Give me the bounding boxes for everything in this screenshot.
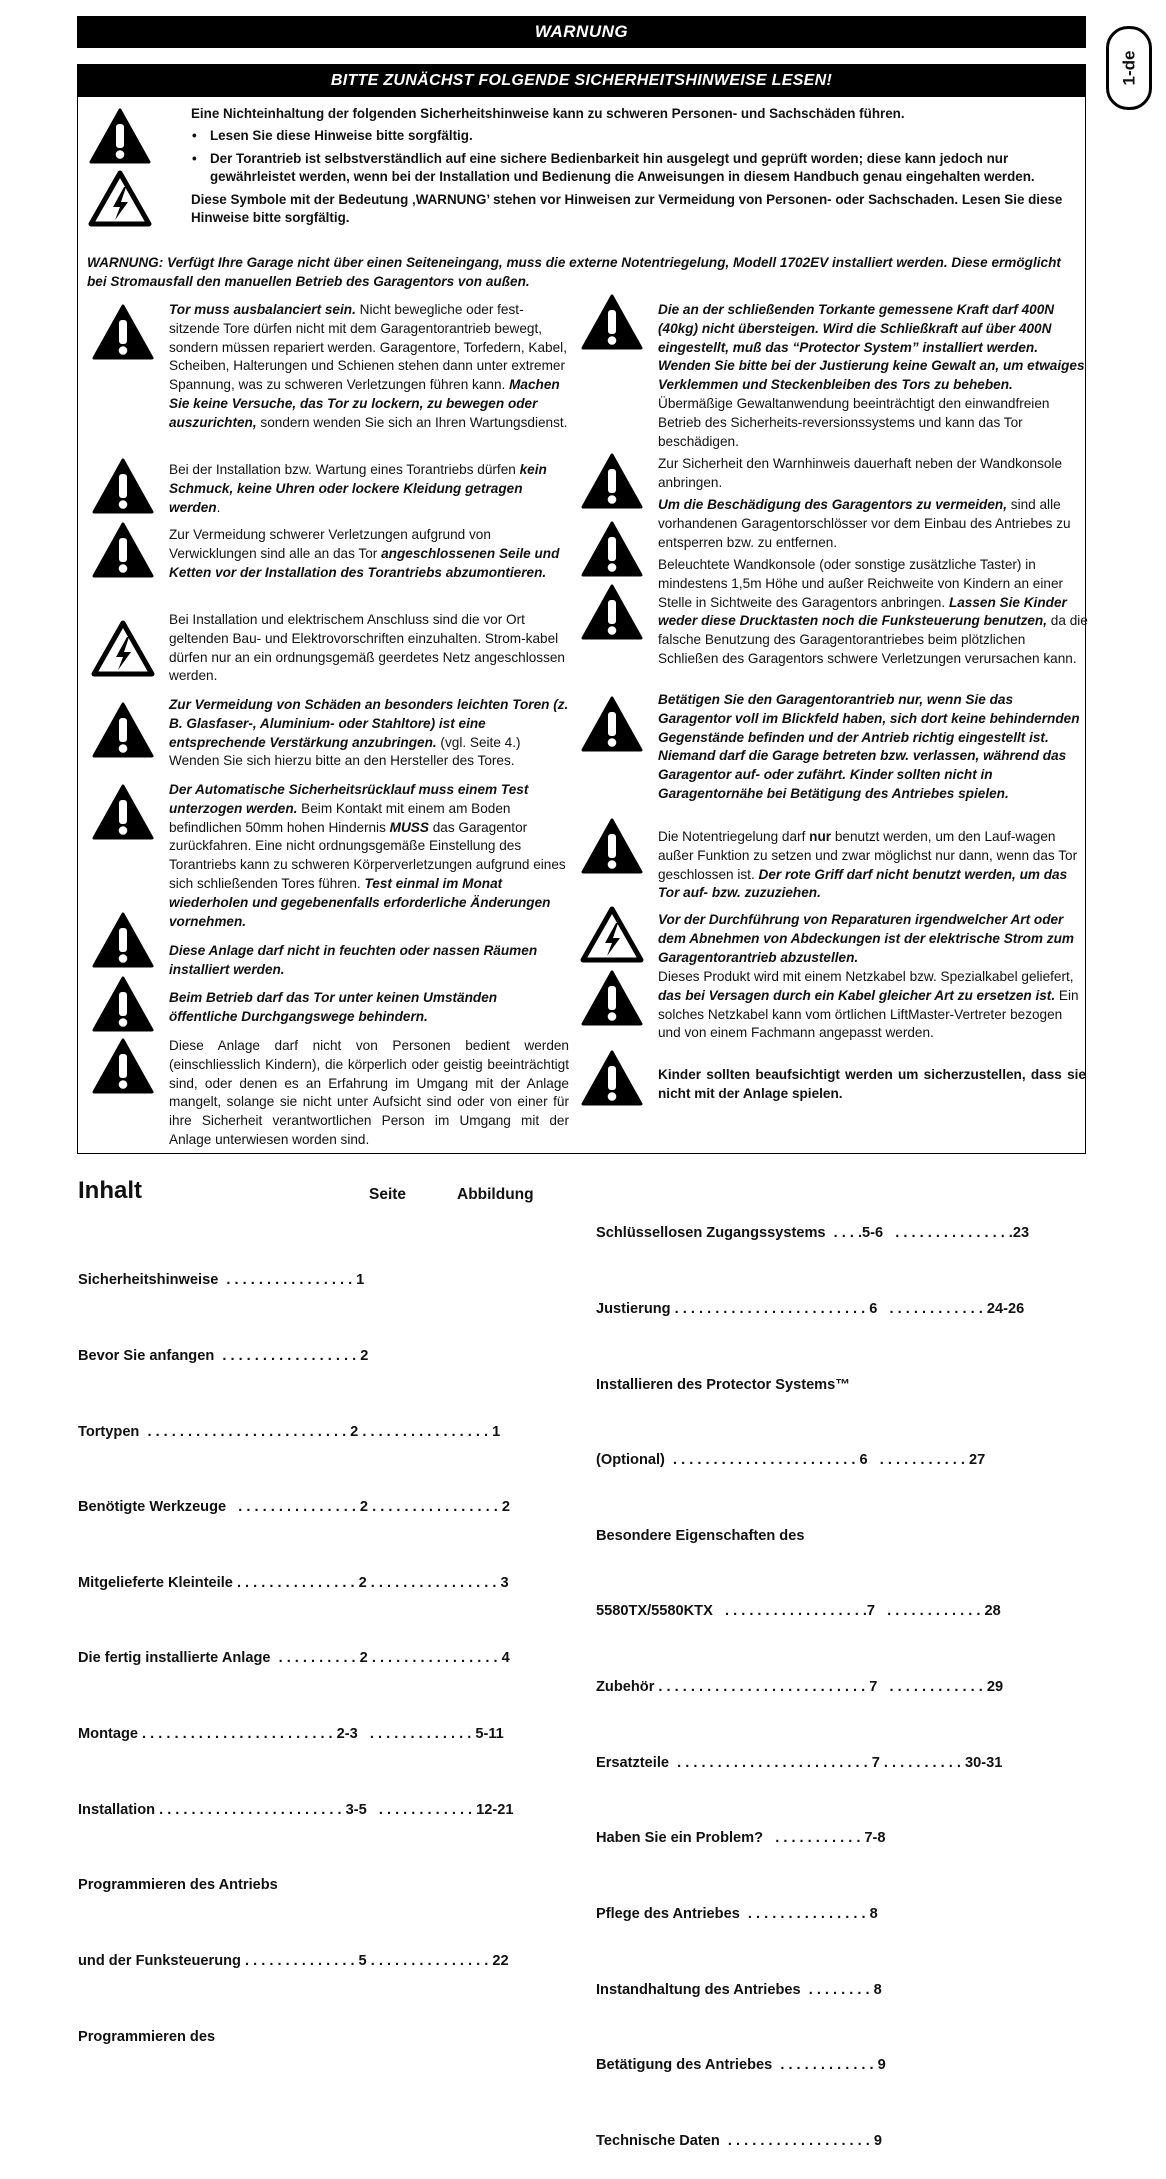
item-text: Bei Installation und elektrischem Anschluss sind die vor Ort geltenden Bau- und Elektrovorschriften einzuhalten. Strom-kabel dürfen nur an ein ordnungsgemäß geerdetes Netz angeschlossen werden. xyxy=(169,612,565,684)
warning-exclamation-icon xyxy=(580,452,644,510)
item-text: benutzt werden, um den Lauf-wagen außer Funktion zu setzen und zwar möglichst nur dann, wenn das Tor geschlossen ist. xyxy=(658,829,1078,882)
item-emphasis: Der Automatische Sicherheitsrücklauf muss einem Test unterzogen werden. xyxy=(169,782,529,816)
toc-line: Zubehör . . . . . . . . . . . . . . . . . . . . . . . . . . 7 . . . . . . . . . . . . 29 xyxy=(596,1679,1004,1696)
warning-exclamation-icon xyxy=(580,817,644,875)
item-text: . xyxy=(216,499,221,515)
toc-line: Instandhaltung des Antriebes . . . . . . . . 8 xyxy=(596,1981,882,1998)
item-emphasis: Machen Sie keine Versuche, das Tor zu lockern, zu bewegen oder auszurichten, xyxy=(169,377,560,430)
item-text: Übermäßige Gewaltanwendung beeinträchtigt den einwandfreien Betrieb des Sicherheits-reversionssystems und kann das Tor beschädigen. xyxy=(658,395,1050,449)
item-emphasis: kein Schmuck, keine Uhren oder lockere Kleidung getragen werden xyxy=(169,462,547,515)
warning-exclamation-icon xyxy=(91,975,155,1033)
toc-line: Sicherheitshinweise . . . . . . . . . . . . . . . . 1 xyxy=(78,1272,365,1289)
item-text: da die falsche Benutzung des Garagentorantriebes beim plötzlichen Schließen des Garagentors schwere Verletzungen verursachen kann. xyxy=(658,613,1088,666)
item-text: Zur Vermeidung schwerer Verletzungen aufgrund von Verwicklungen sind alle an das Tor xyxy=(169,527,491,561)
item-text: Nicht bewegliche oder fest-sitzende Tore dürfen nicht mit dem Garagentorantrieb bewegt, sondern müssen repariert werden. Garagentore, Torfedern, Kabel, Scheiben, Halterungen und Schienen stehen dann unter extremer Spannung, was zu schweren Verletzungen führen kann. xyxy=(169,302,567,393)
intro-bullet: • Lesen Sie diese Hinweise bitte sorgfältig. xyxy=(191,127,1071,145)
toc-line: Installieren des Protector Systems™ xyxy=(596,1376,850,1393)
safety-item xyxy=(169,781,569,931)
item-text: sind alle vorhandenen Garagentorschlösser vor dem Einbau des Antriebes zu entsperren bzw. zu entfernen. xyxy=(658,497,1071,550)
item-text: Dieses Produkt wird mit einem Netzkabel bzw. Spezialkabel geliefert, xyxy=(658,969,1074,984)
safety-box xyxy=(77,64,1086,1154)
safety-item xyxy=(169,611,569,686)
warning-exclamation-icon xyxy=(580,583,644,641)
item-emphasis: Diese Anlage darf nicht in feuchten oder nassen Räumen installiert werden. xyxy=(169,943,538,977)
safety-item xyxy=(658,301,1088,451)
item-emphasis: Der rote Griff darf nicht benutzt werden, um das Tor auf- bzw. zuzuziehen. xyxy=(658,866,1068,901)
warning-exclamation-icon xyxy=(91,457,155,515)
warning-banner: WARNUNG xyxy=(77,16,1086,48)
toc-line: Besondere Eigenschaften des xyxy=(596,1527,805,1544)
item-emphasis: Zur Vermeidung von Schäden an besonders leichten Toren (z. B. Glasfaser-, Aluminium- oder Stahltore) ist eine entsprechende Verstärkung anzubringen. xyxy=(169,697,569,750)
toc-line: Tortypen . . . . . . . . . . . . . . . . . . . . . . . . . 2 . . . . . . . . . . . . . . . . 1 xyxy=(78,1423,501,1440)
safety-item xyxy=(169,461,569,517)
electrical-hazard-icon xyxy=(88,169,152,227)
item-emphasis: Um die Beschädigung des Garagentors zu vermeiden, xyxy=(658,497,1007,512)
safety-item xyxy=(658,556,1088,669)
intro-text: Eine Nichteinhaltung der folgenden Sicherheitshinweise kann zu schweren Personen- und Sachschäden führen. xyxy=(191,106,905,121)
toc-line: Technische Daten . . . . . . . . . . . . . . . . . . 9 xyxy=(596,2132,883,2149)
intro-bullets xyxy=(191,127,1071,186)
item-text: Beleuchtete Wandkonsole (oder sonstige zusätzliche Taster) in mindestens 1,5m Höhe und außer Reichweite von Kindern an einer Stelle in Sichtweite des Garagentors anbringen. xyxy=(658,557,1064,610)
toc-line: Die fertig installierte Anlage . . . . . . . . . . 2 . . . . . . . . . . . . . . . . 4 xyxy=(78,1650,510,1667)
warning-exclamation-icon xyxy=(580,293,644,351)
toc-line: und der Funksteuerung . . . . . . . . . . . . . . 5 . . . . . . . . . . . . . . . 22 xyxy=(78,1952,509,1969)
safety-item xyxy=(169,526,569,582)
warning-exclamation-icon xyxy=(91,783,155,841)
toc-line: (Optional) . . . . . . . . . . . . . . . . . . . . . . . 6 . . . . . . . . . . . 27 xyxy=(596,1452,986,1469)
warning-exclamation-icon xyxy=(580,1049,644,1107)
warning-exclamation-icon xyxy=(91,1037,155,1095)
contents-left-column xyxy=(78,1218,514,2075)
safety-item xyxy=(658,455,1088,493)
toc-line: 5580TX/5580KTX . . . . . . . . . . . . . . . . . .7 . . . . . . . . . . . . 28 xyxy=(596,1603,1001,1620)
safety-item xyxy=(658,691,1088,804)
item-text: Bei der Installation bzw. Wartung eines Torantriebs dürfen xyxy=(169,462,520,477)
safety-title: BITTE ZUNÄCHST FOLGENDE SICHERHEITSHINWEISE LESEN! xyxy=(78,65,1085,97)
item-emphasis: Die an der schließenden Torkante gemessene Kraft darf 400N (40kg) nicht übersteigen. Wird die Schließkraft auf über 400N eingestellt, muß das “Protector System” installiert werden. Wenden Sie bitte bei der Justierung keine Gewalt an, um etwaiges Verklemmen und Steckenbleiben des Tors zu beheben. xyxy=(658,302,1085,393)
contents-figure-header: Abbildung xyxy=(457,1186,534,1203)
safety-item xyxy=(169,989,569,1027)
electrical-hazard-icon xyxy=(91,619,155,677)
toc-line: Ersatzteile . . . . . . . . . . . . . . . . . . . . . . . . 7 . . . . . . . . . . 30-31 xyxy=(596,1754,1003,1771)
warning-exclamation-icon xyxy=(580,520,644,578)
safety-item xyxy=(169,942,569,980)
page-tab xyxy=(1106,26,1152,110)
warning-exclamation-icon xyxy=(580,969,644,1027)
toc-line: Haben Sie ein Problem? . . . . . . . . . . . 7-8 xyxy=(596,1830,886,1847)
safety-item xyxy=(169,696,569,771)
item-emphasis: Vor der Durchführung von Reparaturen irgendwelcher Art oder dem Abnehmen von Abdeckungen ist der elektrische Strom zum Garagentorantrieb abzustellen. xyxy=(658,912,1074,965)
item-text: Ein solches Netzkabel kann vom örtlichen LiftMaster-Vertreter bezogen und von einem Fachmann angepasst werden. xyxy=(658,987,1079,1041)
item-emphasis: das bei Versagen durch ein Kabel gleicher Art zu ersetzen ist. xyxy=(658,987,1056,1003)
item-emphasis: Betätigen Sie den Garagentorantrieb nur, wenn Sie das Garagentor voll im Blickfeld haben, sich dort keine behindernden Gegenstände befinden und der Antrieb richtig eingestellt ist. Niemand darf die Garage betreten bzw. verlassen, während das Garagentor auf- oder zufährt. Kinder sollten nicht in Garagentornähe bei Betätigung des Antriebes spielen. xyxy=(658,692,1080,801)
warning-exclamation-icon xyxy=(91,521,155,579)
item-bold: nur xyxy=(809,829,832,844)
toc-line: Mitgelieferte Kleinteile . . . . . . . . . . . . . . . 2 . . . . . . . . . . . . . . . . 3 xyxy=(78,1574,509,1591)
safety-intro xyxy=(191,105,1071,227)
warning-exclamation-icon xyxy=(91,303,155,361)
intro-bullet: • Der Torantrieb ist selbstverständlich auf eine sichere Bedienbarkeit hin ausgelegt und geprüft worden; diese kann jedoch nur gewährleistet werden, wenn bei der Installation und Bedienung die Anweisungen in diesem Handbuch genau eingehalten werden. xyxy=(191,150,1071,187)
toc-line: Installation . . . . . . . . . . . . . . . . . . . . . . . 3-5 . . . . . . . . . . . . 12-21 xyxy=(78,1801,514,1818)
toc-line: Justierung . . . . . . . . . . . . . . . . . . . . . . . . 6 . . . . . . . . . . . . 24-26 xyxy=(596,1301,1025,1318)
safety-item xyxy=(169,1037,569,1150)
safety-item xyxy=(658,911,1088,967)
item-text: Zur Sicherheit den Warnhinweis dauerhaft neben der Wandkonsole anbringen. xyxy=(658,456,1063,490)
toc-line: Programmieren des Antriebs xyxy=(78,1877,278,1894)
page-tab-label: 1-de xyxy=(1119,50,1138,86)
symbols-note: Diese Symbole mit der Bedeutung ‚WARNUNG’ stehen vor Hinweisen zur Vermeidung von Personen- oder Sachschaden. Lesen Sie diese Hinweise bitte sorgfältig. xyxy=(191,191,1063,226)
item-emphasis: angeschlossenen Seile und Ketten vor der Installation des Torantriebs abzumontieren. xyxy=(169,545,560,580)
toc-line: Montage . . . . . . . . . . . . . . . . . . . . . . . . 2-3 . . . . . . . . . . . . . 5-11 xyxy=(78,1726,504,1743)
item-text: Die Notentriegelung darf xyxy=(658,829,810,844)
safety-item xyxy=(169,301,569,433)
contents-right-column xyxy=(596,1171,1029,2179)
toc-line: Pflege des Antriebes . . . . . . . . . . . . . . . 8 xyxy=(596,1905,878,1922)
warning-exclamation-icon xyxy=(88,107,152,165)
electrical-hazard-icon xyxy=(580,905,644,963)
item-bold: Kinder sollten beaufsichtigt werden um sicherzustellen, dass sie nicht mit der Anlage spielen. xyxy=(658,1067,1086,1101)
safety-item xyxy=(658,1066,1086,1104)
warning-exclamation-icon xyxy=(91,701,155,759)
safety-item xyxy=(658,968,1088,1043)
item-emphasis: Tor muss ausbalanciert sein. xyxy=(169,302,356,317)
toc-line: Betätigung des Antriebes . . . . . . . . . . . . 9 xyxy=(596,2057,886,2074)
item-text: Beim Kontakt mit einem am Boden befindlichen 50mm hohen Hindernis xyxy=(169,800,511,835)
toc-line: Schlüssellosen Zugangssystems . . . .5-6 . . . . . . . . . . . . . . .23 xyxy=(596,1225,1030,1242)
warning-exclamation-icon xyxy=(580,695,644,753)
toc-line: Benötigte Werkzeuge . . . . . . . . . . . . . . . 2 . . . . . . . . . . . . . . . . 2 xyxy=(78,1499,510,1516)
item-text: das Garagentor zurückfahren. Eine nicht ordnungsgemäße Einstellung des Torantriebs kann zu schweren Körperverletzungen aufgrund eines sich schließenden Tores führen. xyxy=(169,819,566,891)
warning-exclamation-icon xyxy=(91,911,155,969)
item-emphasis: Test einmal im Monat wiederholen und gegebenenfalls erforderliche Änderungen vornehmen. xyxy=(169,875,551,929)
safety-item xyxy=(658,496,1088,552)
toc-line: Programmieren des xyxy=(78,2028,216,2045)
item-text: sondern wenden Sie sich an Ihren Wartungsdienst. xyxy=(256,414,568,430)
safety-item xyxy=(658,828,1088,903)
external-release-warning: WARNUNG: Verfügt Ihre Garage nicht über einen Seiteneingang, muss die externe Notentriegelung, Modell 1702EV installiert werden. Diese ermöglicht bei Stromausfall den manuellen Betrieb des Garagentors von außen. xyxy=(87,255,1061,289)
item-emphasis: Lassen Sie Kinder weder diese Drucktasten noch die Funksteuerung benutzen, xyxy=(658,594,1067,629)
item-emphasis: MUSS xyxy=(389,819,429,835)
item-text: (vgl. Seite 4.) Wenden Sie sich hierzu bitte an den Hersteller des Tores. xyxy=(169,734,521,769)
item-emphasis: Beim Betrieb darf das Tor unter keinen Umständen öffentliche Durchgangswege behindern. xyxy=(169,990,498,1024)
toc-line: Bevor Sie anfangen . . . . . . . . . . . . . . . . . 2 xyxy=(78,1348,369,1365)
contents-title: Inhalt xyxy=(78,1177,142,1204)
item-text: Diese Anlage darf nicht von Personen bedient werden (einschliesslich Kindern), die körperlich oder geistig beeinträchtigt sind, oder denen es an Erfahrung im Umgang mit der Anlage mangelt, solange sie nicht unter Aufsicht sind oder von einer für ihre Sicherheit verantwortlichen Person im Umgang mit der Anlage unterwiesen worden sind. xyxy=(169,1038,569,1147)
contents-page-header: Seite xyxy=(369,1186,407,1203)
